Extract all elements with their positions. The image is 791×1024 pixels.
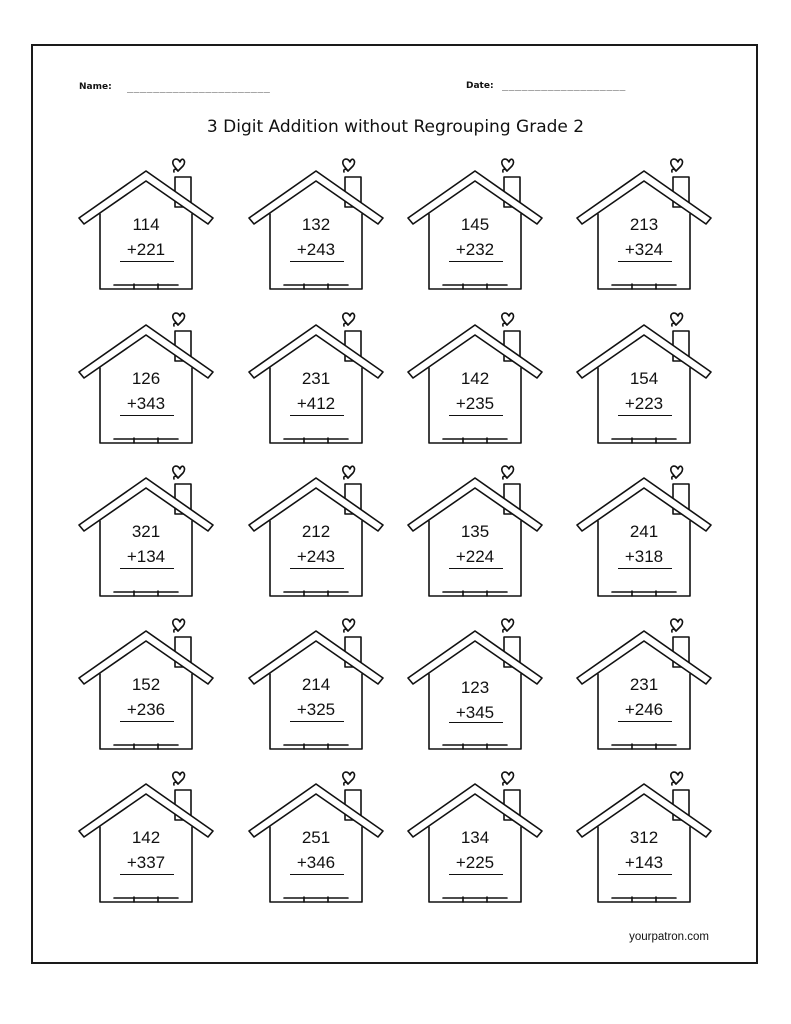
sum-underline bbox=[120, 721, 174, 722]
sum-underline bbox=[290, 721, 344, 722]
house-problem-card bbox=[76, 455, 216, 595]
heart-icon bbox=[173, 466, 185, 479]
addend-bottom: +225 bbox=[455, 853, 495, 872]
addend-top: 142 bbox=[131, 828, 161, 847]
heart-icon bbox=[173, 159, 185, 172]
sum-underline bbox=[290, 261, 344, 262]
addend-top: 212 bbox=[301, 522, 331, 541]
addend-top: 152 bbox=[131, 675, 161, 694]
addend-bottom: +235 bbox=[455, 394, 495, 413]
house-problem-card bbox=[574, 148, 714, 288]
addend-top: 214 bbox=[301, 675, 331, 694]
addend-top: 134 bbox=[460, 828, 490, 847]
addend-bottom: +221 bbox=[126, 240, 166, 259]
sum-underline bbox=[120, 261, 174, 262]
addend-bottom: +246 bbox=[624, 700, 664, 719]
name-field-line[interactable]: ______________________ bbox=[127, 82, 271, 93]
sum-underline bbox=[618, 721, 672, 722]
sum-underline bbox=[290, 415, 344, 416]
footer-url: yourpatron.com bbox=[629, 931, 709, 943]
heart-icon bbox=[671, 159, 683, 172]
addend-top: 132 bbox=[301, 215, 331, 234]
sum-underline bbox=[449, 261, 503, 262]
addend-bottom: +223 bbox=[624, 394, 664, 413]
addend-top: 231 bbox=[629, 675, 659, 694]
addend-top: 251 bbox=[301, 828, 331, 847]
heart-icon bbox=[173, 772, 185, 785]
house-problem-card bbox=[246, 302, 386, 442]
sum-underline bbox=[449, 568, 503, 569]
house-problem-card bbox=[405, 302, 545, 442]
addend-top: 241 bbox=[629, 522, 659, 541]
heart-icon bbox=[173, 313, 185, 326]
house-problem-card bbox=[246, 608, 386, 748]
house-problem-card bbox=[246, 455, 386, 595]
sum-underline bbox=[618, 874, 672, 875]
addend-top: 126 bbox=[131, 369, 161, 388]
addend-bottom: +325 bbox=[296, 700, 336, 719]
house-problem-card bbox=[574, 608, 714, 748]
house-problem-card bbox=[405, 455, 545, 595]
house-problem-card bbox=[405, 148, 545, 288]
addend-bottom: +412 bbox=[296, 394, 336, 413]
date-field-line[interactable]: ___________________ bbox=[502, 80, 626, 91]
sum-underline bbox=[618, 261, 672, 262]
addend-bottom: +324 bbox=[624, 240, 664, 259]
house-problem-card bbox=[405, 761, 545, 901]
heart-icon bbox=[502, 313, 514, 326]
addend-bottom: +236 bbox=[126, 700, 166, 719]
addend-top: 123 bbox=[460, 678, 490, 697]
heart-icon bbox=[502, 466, 514, 479]
name-label: Name: bbox=[79, 82, 112, 92]
sum-underline bbox=[120, 568, 174, 569]
addend-bottom: +346 bbox=[296, 853, 336, 872]
heart-icon bbox=[502, 619, 514, 632]
house-problem-card bbox=[574, 302, 714, 442]
addend-top: 312 bbox=[629, 828, 659, 847]
heart-icon bbox=[502, 159, 514, 172]
house-problem-card bbox=[76, 761, 216, 901]
addend-top: 142 bbox=[460, 369, 490, 388]
house-problem-card bbox=[246, 761, 386, 901]
house-problem-card bbox=[574, 455, 714, 595]
addend-top: 231 bbox=[301, 369, 331, 388]
house-problem-card bbox=[76, 148, 216, 288]
heart-icon bbox=[343, 772, 355, 785]
addend-top: 145 bbox=[460, 215, 490, 234]
addend-bottom: +232 bbox=[455, 240, 495, 259]
sum-underline bbox=[618, 415, 672, 416]
house-problem-card bbox=[246, 148, 386, 288]
house-problem-card bbox=[405, 608, 545, 748]
addend-bottom: +143 bbox=[624, 853, 664, 872]
heart-icon bbox=[343, 466, 355, 479]
date-label: Date: bbox=[466, 81, 494, 91]
sum-underline bbox=[290, 568, 344, 569]
sum-underline bbox=[290, 874, 344, 875]
worksheet-title: 3 Digit Addition without Regrouping Grade 2 bbox=[206, 117, 585, 137]
heart-icon bbox=[671, 772, 683, 785]
addend-top: 321 bbox=[131, 522, 161, 541]
house-problem-card bbox=[76, 302, 216, 442]
heart-icon bbox=[343, 159, 355, 172]
heart-icon bbox=[502, 772, 514, 785]
addend-bottom: +243 bbox=[296, 547, 336, 566]
sum-underline bbox=[449, 415, 503, 416]
heart-icon bbox=[671, 313, 683, 326]
addend-bottom: +243 bbox=[296, 240, 336, 259]
addend-bottom: +224 bbox=[455, 547, 495, 566]
heart-icon bbox=[671, 466, 683, 479]
addend-bottom: +343 bbox=[126, 394, 166, 413]
house-problem-card bbox=[76, 608, 216, 748]
sum-underline bbox=[120, 415, 174, 416]
sum-underline bbox=[449, 874, 503, 875]
heart-icon bbox=[173, 619, 185, 632]
heart-icon bbox=[343, 313, 355, 326]
addend-top: 213 bbox=[629, 215, 659, 234]
addend-top: 154 bbox=[629, 369, 659, 388]
addend-bottom: +345 bbox=[455, 703, 495, 722]
sum-underline bbox=[120, 874, 174, 875]
heart-icon bbox=[671, 619, 683, 632]
house-roof bbox=[408, 631, 542, 684]
sum-underline bbox=[449, 722, 503, 723]
sum-underline bbox=[618, 568, 672, 569]
addend-bottom: +134 bbox=[126, 547, 166, 566]
addend-bottom: +337 bbox=[126, 853, 166, 872]
addend-top: 135 bbox=[460, 522, 490, 541]
addend-bottom: +318 bbox=[624, 547, 664, 566]
heart-icon bbox=[343, 619, 355, 632]
house-problem-card bbox=[574, 761, 714, 901]
addend-top: 114 bbox=[132, 215, 160, 234]
